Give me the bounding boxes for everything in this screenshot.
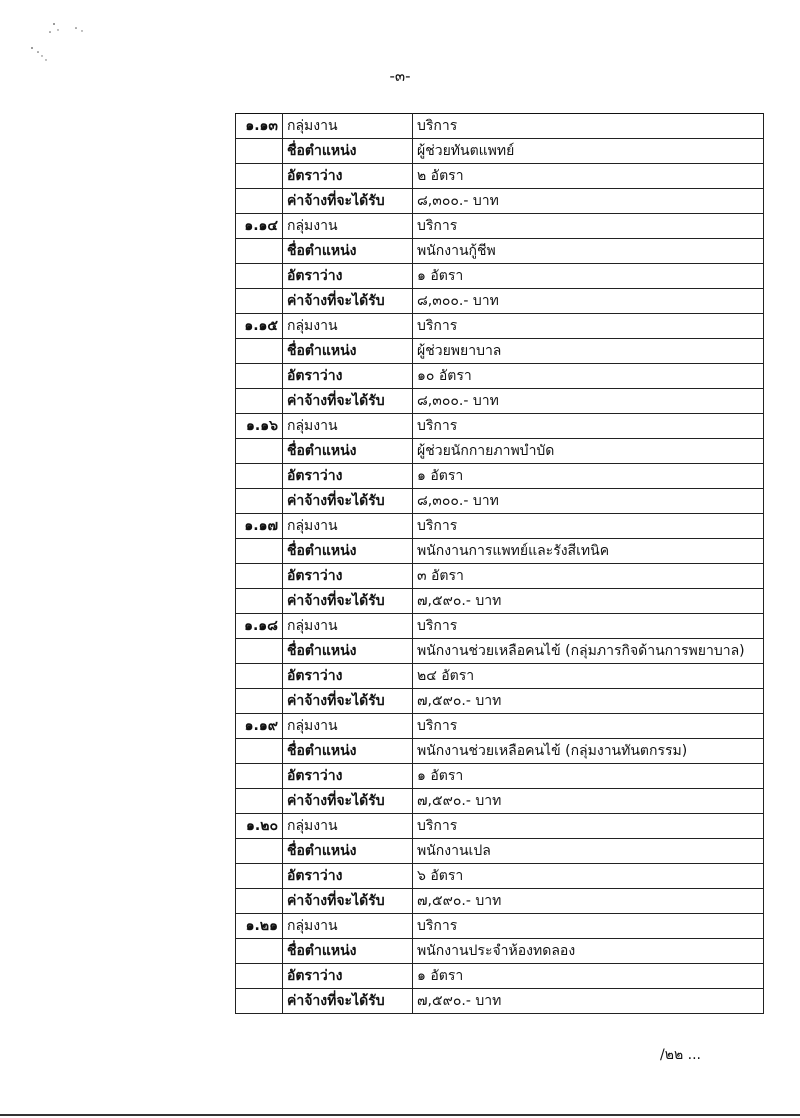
field-value-group: บริการ bbox=[413, 414, 764, 439]
field-label-vacancies: อัตราว่าง bbox=[283, 764, 413, 789]
empty-number-cell bbox=[236, 789, 283, 814]
table-row bbox=[236, 414, 764, 439]
field-value-wage: ๘,๓๐๐.- บาท bbox=[413, 289, 764, 314]
empty-number-cell bbox=[236, 364, 283, 389]
field-label-wage: ค่าจ้างที่จะได้รับ bbox=[283, 189, 413, 214]
empty-number-cell bbox=[236, 689, 283, 714]
field-value-vacancies: ๑ อัตรา bbox=[413, 464, 764, 489]
empty-number-cell bbox=[236, 764, 283, 789]
empty-number-cell bbox=[236, 664, 283, 689]
table-row bbox=[236, 139, 764, 164]
entry-number: ๑.๑๗ bbox=[236, 514, 283, 539]
field-value-group: บริการ bbox=[413, 714, 764, 739]
field-value-vacancies: ๑๐ อัตรา bbox=[413, 364, 764, 389]
field-label-position: ชื่อตำแหน่ง bbox=[283, 839, 413, 864]
empty-number-cell bbox=[236, 439, 283, 464]
table-row bbox=[236, 914, 764, 939]
field-value-position: พนักงานเปล bbox=[413, 839, 764, 864]
scan-edge-line bbox=[0, 1114, 800, 1116]
table-row bbox=[236, 764, 764, 789]
field-label-position: ชื่อตำแหน่ง bbox=[283, 339, 413, 364]
field-value-vacancies: ๑ อัตรา bbox=[413, 964, 764, 989]
entry-number: ๑.๑๕ bbox=[236, 314, 283, 339]
field-label-group: กลุ่มงาน bbox=[283, 214, 413, 239]
field-value-vacancies: ๓ อัตรา bbox=[413, 564, 764, 589]
table-row bbox=[236, 689, 764, 714]
field-value-position: พนักงานการแพทย์และรังสีเทนิค bbox=[413, 539, 764, 564]
empty-number-cell bbox=[236, 564, 283, 589]
table-row bbox=[236, 989, 764, 1014]
empty-number-cell bbox=[236, 889, 283, 914]
field-label-group: กลุ่มงาน bbox=[283, 514, 413, 539]
field-value-position: พนักงานช่วยเหลือคนไข้ (กลุ่มงานทันตกรรม) bbox=[413, 739, 764, 764]
field-label-wage: ค่าจ้างที่จะได้รับ bbox=[283, 589, 413, 614]
field-value-position: พนักงานประจำห้องทดลอง bbox=[413, 939, 764, 964]
empty-number-cell bbox=[236, 289, 283, 314]
field-label-group: กลุ่มงาน bbox=[283, 314, 413, 339]
table-row bbox=[236, 939, 764, 964]
table-row bbox=[236, 239, 764, 264]
field-value-wage: ๗,๕๙๐.- บาท bbox=[413, 989, 764, 1014]
job-vacancy-table-body bbox=[236, 114, 764, 1014]
field-value-wage: ๘,๓๐๐.- บาท bbox=[413, 189, 764, 214]
table-row bbox=[236, 389, 764, 414]
field-value-wage: ๗,๕๙๐.- บาท bbox=[413, 889, 764, 914]
field-label-position: ชื่อตำแหน่ง bbox=[283, 939, 413, 964]
field-value-vacancies: ๑ อัตรา bbox=[413, 764, 764, 789]
table-row bbox=[236, 564, 764, 589]
field-value-wage: ๗,๕๙๐.- บาท bbox=[413, 789, 764, 814]
table-row bbox=[236, 489, 764, 514]
field-label-vacancies: อัตราว่าง bbox=[283, 264, 413, 289]
field-value-vacancies: ๖ อัตรา bbox=[413, 864, 764, 889]
field-value-vacancies: ๒๔ อัตรา bbox=[413, 664, 764, 689]
field-label-vacancies: อัตราว่าง bbox=[283, 164, 413, 189]
field-label-wage: ค่าจ้างที่จะได้รับ bbox=[283, 489, 413, 514]
entry-number: ๑.๑๙ bbox=[236, 714, 283, 739]
empty-number-cell bbox=[236, 589, 283, 614]
field-label-position: ชื่อตำแหน่ง bbox=[283, 739, 413, 764]
table-row bbox=[236, 464, 764, 489]
field-label-group: กลุ่มงาน bbox=[283, 414, 413, 439]
field-label-group: กลุ่มงาน bbox=[283, 714, 413, 739]
table-row bbox=[236, 314, 764, 339]
field-label-wage: ค่าจ้างที่จะได้รับ bbox=[283, 389, 413, 414]
field-label-group: กลุ่มงาน bbox=[283, 914, 413, 939]
table-row bbox=[236, 889, 764, 914]
field-label-position: ชื่อตำแหน่ง bbox=[283, 139, 413, 164]
field-label-wage: ค่าจ้างที่จะได้รับ bbox=[283, 289, 413, 314]
scan-speckles bbox=[20, 18, 90, 66]
field-value-group: บริการ bbox=[413, 814, 764, 839]
entry-number: ๑.๑๖ bbox=[236, 414, 283, 439]
entry-number: ๑.๑๔ bbox=[236, 214, 283, 239]
table-row bbox=[236, 589, 764, 614]
table-row bbox=[236, 614, 764, 639]
field-label-position: ชื่อตำแหน่ง bbox=[283, 539, 413, 564]
table-row bbox=[236, 864, 764, 889]
empty-number-cell bbox=[236, 639, 283, 664]
table-row bbox=[236, 514, 764, 539]
table-row bbox=[236, 664, 764, 689]
empty-number-cell bbox=[236, 464, 283, 489]
table-row bbox=[236, 339, 764, 364]
entry-number: ๑.๒๑ bbox=[236, 914, 283, 939]
field-label-vacancies: อัตราว่าง bbox=[283, 364, 413, 389]
field-value-vacancies: ๒ อัตรา bbox=[413, 164, 764, 189]
table-row bbox=[236, 439, 764, 464]
field-value-position: พนักงานช่วยเหลือคนไข้ (กลุ่มภารกิจด้านการพยาบาล) bbox=[413, 639, 764, 664]
empty-number-cell bbox=[236, 839, 283, 864]
empty-number-cell bbox=[236, 939, 283, 964]
field-value-wage: ๘,๓๐๐.- บาท bbox=[413, 489, 764, 514]
table-row bbox=[236, 189, 764, 214]
page-number: -๓- bbox=[389, 67, 411, 85]
field-label-vacancies: อัตราว่าง bbox=[283, 564, 413, 589]
empty-number-cell bbox=[236, 264, 283, 289]
table-row bbox=[236, 114, 764, 139]
empty-number-cell bbox=[236, 864, 283, 889]
field-label-wage: ค่าจ้างที่จะได้รับ bbox=[283, 689, 413, 714]
entry-number: ๑.๒๐ bbox=[236, 814, 283, 839]
table-row bbox=[236, 714, 764, 739]
empty-number-cell bbox=[236, 339, 283, 364]
table-row bbox=[236, 964, 764, 989]
field-value-position: ผู้ช่วยทันตแพทย์ bbox=[413, 139, 764, 164]
entry-number: ๑.๑๓ bbox=[236, 114, 283, 139]
field-label-wage: ค่าจ้างที่จะได้รับ bbox=[283, 789, 413, 814]
empty-number-cell bbox=[236, 389, 283, 414]
field-label-vacancies: อัตราว่าง bbox=[283, 664, 413, 689]
field-label-position: ชื่อตำแหน่ง bbox=[283, 239, 413, 264]
continuation-marker: /๒๒ ... bbox=[660, 1047, 701, 1063]
field-label-position: ชื่อตำแหน่ง bbox=[283, 639, 413, 664]
entry-number: ๑.๑๘ bbox=[236, 614, 283, 639]
empty-number-cell bbox=[236, 739, 283, 764]
empty-number-cell bbox=[236, 139, 283, 164]
table-row bbox=[236, 289, 764, 314]
field-value-group: บริการ bbox=[413, 514, 764, 539]
field-value-wage: ๗,๕๙๐.- บาท bbox=[413, 589, 764, 614]
table-row bbox=[236, 789, 764, 814]
empty-number-cell bbox=[236, 989, 283, 1014]
field-value-group: บริการ bbox=[413, 314, 764, 339]
empty-number-cell bbox=[236, 164, 283, 189]
field-value-wage: ๘,๓๐๐.- บาท bbox=[413, 389, 764, 414]
field-label-wage: ค่าจ้างที่จะได้รับ bbox=[283, 989, 413, 1014]
table-row bbox=[236, 839, 764, 864]
table-row bbox=[236, 214, 764, 239]
table-row bbox=[236, 539, 764, 564]
field-value-wage: ๗,๕๙๐.- บาท bbox=[413, 689, 764, 714]
table-row bbox=[236, 364, 764, 389]
field-label-vacancies: อัตราว่าง bbox=[283, 964, 413, 989]
table-row bbox=[236, 739, 764, 764]
field-value-group: บริการ bbox=[413, 614, 764, 639]
field-label-group: กลุ่มงาน bbox=[283, 814, 413, 839]
field-label-vacancies: อัตราว่าง bbox=[283, 864, 413, 889]
table-row bbox=[236, 639, 764, 664]
field-value-position: ผู้ช่วยพยาบาล bbox=[413, 339, 764, 364]
field-value-group: บริการ bbox=[413, 214, 764, 239]
job-vacancy-table bbox=[235, 113, 764, 1014]
empty-number-cell bbox=[236, 489, 283, 514]
table-row bbox=[236, 164, 764, 189]
field-label-position: ชื่อตำแหน่ง bbox=[283, 439, 413, 464]
empty-number-cell bbox=[236, 964, 283, 989]
empty-number-cell bbox=[236, 239, 283, 264]
field-value-position: ผู้ช่วยนักกายภาพบำบัด bbox=[413, 439, 764, 464]
field-value-position: พนักงานกู้ชีพ bbox=[413, 239, 764, 264]
field-label-vacancies: อัตราว่าง bbox=[283, 464, 413, 489]
field-value-group: บริการ bbox=[413, 114, 764, 139]
field-label-group: กลุ่มงาน bbox=[283, 114, 413, 139]
field-label-wage: ค่าจ้างที่จะได้รับ bbox=[283, 889, 413, 914]
field-label-group: กลุ่มงาน bbox=[283, 614, 413, 639]
field-value-vacancies: ๑ อัตรา bbox=[413, 264, 764, 289]
empty-number-cell bbox=[236, 539, 283, 564]
table-row bbox=[236, 814, 764, 839]
empty-number-cell bbox=[236, 189, 283, 214]
field-value-group: บริการ bbox=[413, 914, 764, 939]
table-row bbox=[236, 264, 764, 289]
